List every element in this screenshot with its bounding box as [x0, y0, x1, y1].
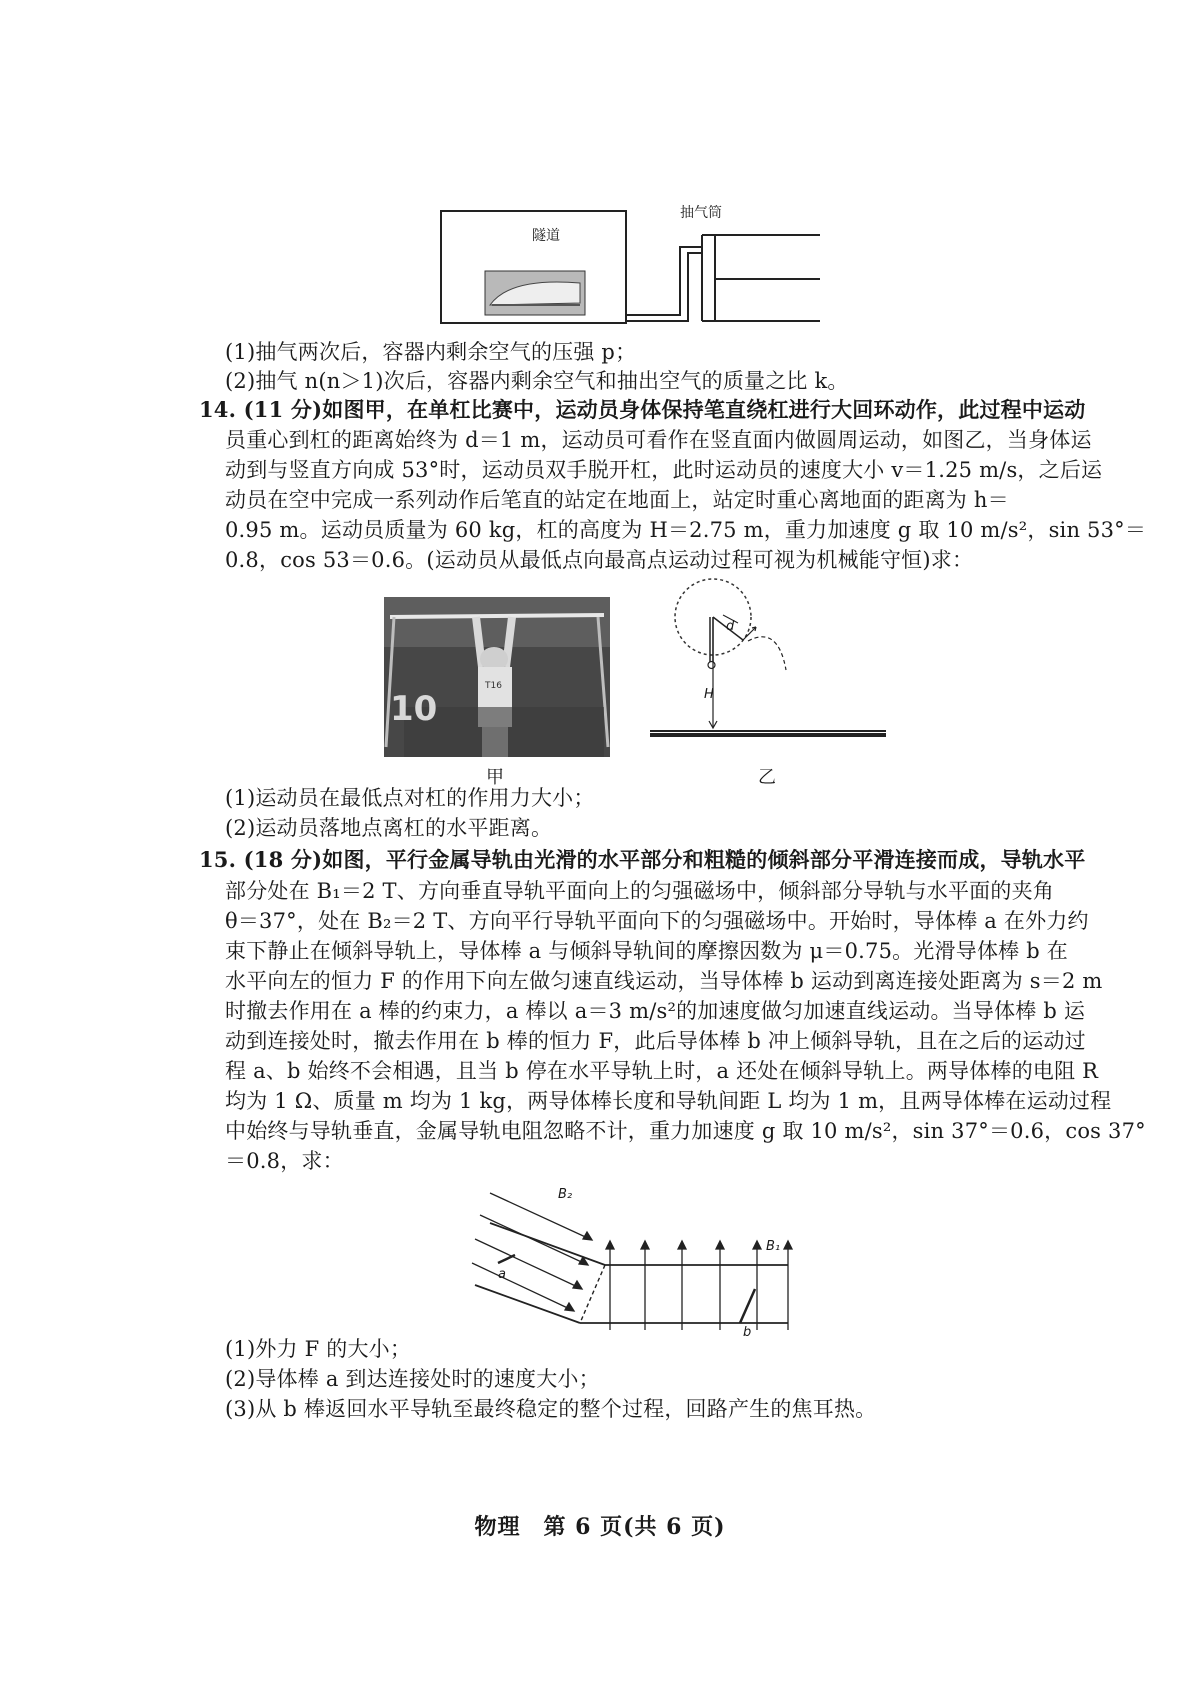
q15-line-8: 程 a、b 始终不会相遇，且当 b 停在水平导轨上时，a 还处在倾斜导轨上。两导体棒的电阻 R — [225, 1059, 1099, 1083]
high-bar-photo — [384, 597, 610, 757]
q15-line-1: 15. (18 分)如图，平行金属导轨由光滑的水平部分和粗糙的倾斜部分平滑连接而成，导轨水平 — [199, 847, 1086, 872]
d-label: d — [726, 619, 735, 634]
q14-line-1: 14. (11 分)如图甲，在单杠比赛中，运动员身体保持笔直绕杠进行大回环动作，此过程中运动 — [199, 397, 1086, 422]
q15-line-6: 时撤去作用在 a 棒的约束力，a 棒以 a＝3 m/s²的加速度做匀加速直线运动。当导体棒 b 运 — [225, 999, 1086, 1023]
q14-line-5: 0.95 m。运动员质量为 60 kg，杠的高度为 H＝2.75 m，重力加速度 g 取 10 m/s²，sin 53°＝ — [225, 518, 1147, 542]
q15-line-5: 水平向左的恒力 F 的作用下向左做匀速直线运动，当导体棒 b 运动到离连接处距离为 s＝2 m — [225, 969, 1103, 993]
q15-question-1: (1)外力 F 的大小； — [225, 1337, 412, 1361]
q13-question-2: (2)抽气 n(n＞1)次后，容器内剩余空气和抽出空气的质量之比 k。 — [225, 369, 849, 393]
pump-label: 抽气筒 — [680, 205, 722, 221]
B2-label: B₂ — [558, 1187, 573, 1202]
q15-line-2: 部分处在 B₁＝2 T、方向垂直导轨平面向上的匀强磁场中，倾斜部分导轨与水平面的夹角 — [225, 879, 1054, 903]
photo-number: 10 — [390, 689, 438, 729]
tunnel-pump-figure — [440, 205, 820, 325]
tunnel-label: 隧道 — [532, 228, 560, 244]
q15-question-2: (2)导体棒 a 到达连接处时的速度大小； — [225, 1367, 600, 1391]
q15-line-9: 均为 1 Ω、质量 m 均为 1 kg，两导体棒长度和导轨间距 L 均为 1 m，且两导体棒在运动过程 — [225, 1089, 1112, 1113]
q14-question-2: (2)运动员落地点离杠的水平距离。 — [225, 816, 553, 840]
B1-label: B₁ — [766, 1239, 781, 1254]
q14-line-3: 动到与竖直方向成 53°时，运动员双手脱开杠，此时运动员的速度大小 v＝1.25 m/s，之后运 — [225, 458, 1103, 482]
caption-yi: 乙 — [758, 767, 776, 788]
q14-line-2: 员重心到杠的距离始终为 d＝1 m，运动员可看作在竖直面内做圆周运动，如图乙，当身体运 — [225, 428, 1092, 452]
page-footer: 物理 第 6 页(共 6 页) — [474, 1514, 726, 1540]
q15-line-3: θ＝37°，处在 B₂＝2 T、方向平行导轨平面向下的匀强磁场中。开始时，导体棒 a 在外力约 — [225, 909, 1089, 933]
q15-line-7: 动到连接处时，撤去作用在 b 棒的恒力 F，此后导体棒 b 冲上倾斜导轨，且在之后的运动过 — [225, 1029, 1086, 1053]
b-label: b — [743, 1325, 752, 1340]
H-label: H — [704, 687, 714, 702]
q13-question-1: (1)抽气两次后，容器内剩余空气的压强 p； — [225, 340, 637, 364]
q14-question-1: (1)运动员在最低点对杠的作用力大小； — [225, 786, 595, 810]
q15-line-4: 束下静止在倾斜导轨上，导体棒 a 与倾斜导轨间的摩擦因数为 μ＝0.75。光滑导体棒 b 在 — [225, 939, 1068, 963]
q15-question-3: (3)从 b 棒返回水平导轨至最终稳定的整个过程，回路产生的焦耳热。 — [225, 1397, 877, 1421]
q15-line-11: ＝0.8，求： — [225, 1149, 344, 1173]
q15-line-10: 中始终与导轨垂直，金属导轨电阻忽略不计，重力加速度 g 取 10 m/s²，sin 37°＝0.6，cos 37° — [225, 1119, 1146, 1143]
circular-motion-diagram — [648, 575, 888, 750]
photo-bib: T16 — [485, 681, 502, 691]
a-label: a — [498, 1267, 506, 1282]
rail-magnetic-field-diagram — [470, 1185, 820, 1340]
caption-jia: 甲 — [486, 767, 504, 788]
q14-line-4: 动员在空中完成一系列动作后笔直的站定在地面上，站定时重心离地面的距离为 h＝ — [225, 488, 1009, 512]
q14-line-6: 0.8，cos 53＝0.6。(运动员从最低点向最高点运动过程可视为机械能守恒)求： — [225, 548, 974, 572]
